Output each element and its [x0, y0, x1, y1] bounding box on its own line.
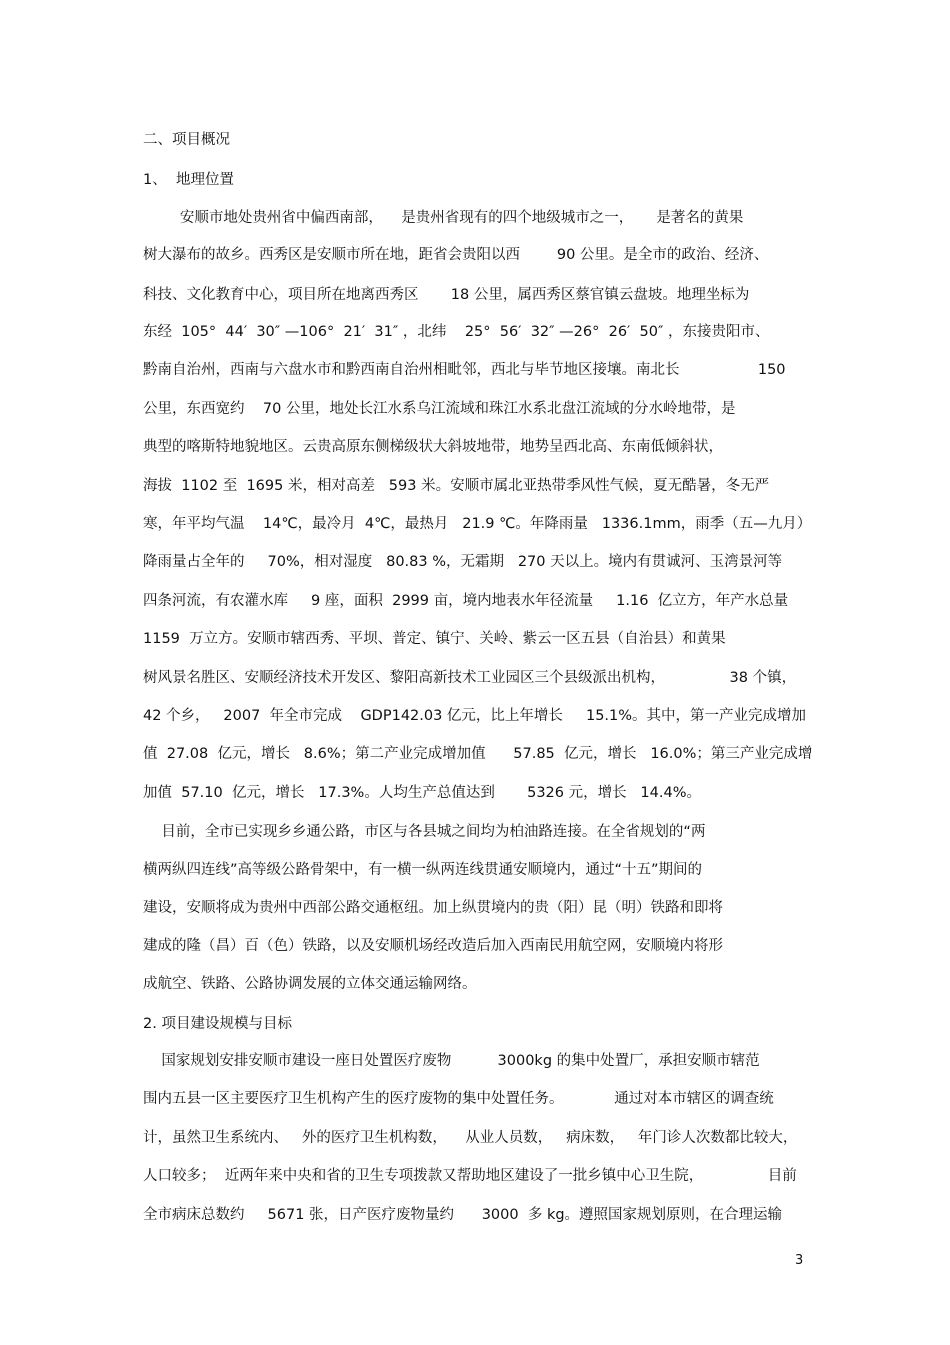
paragraph-line: 建设，安顺将成为贵州中西部公路交通枢纽。加上纵贯境内的贵（阳）昆（明）铁路和即将 [143, 900, 723, 916]
paragraph-line: 围内五县一区主要医疗卫生机构产生的医疗废物的集中处置任务。 通过对本市辖区的调查统 [143, 1091, 774, 1107]
subsection-title-geography: 1、 地理位置 [143, 172, 234, 188]
paragraph-line: 人口较多； 近两年来中央和省的卫生专项拨款又帮助地区建设了一批乡镇中心卫生院， 目前 [143, 1168, 797, 1184]
paragraph-line: 海拔 1102 至 1695 米，相对高差 593 米。安顺市属北亚热带季风性气候，夏无酷暑，冬无严 [143, 478, 770, 494]
paragraph-line: 寒，年平均气温 14℃，最冷月 4℃，最热月 21.9 ℃。年降雨量 1336.1mm，雨季（五—九月） [143, 516, 812, 532]
subsection-title-scale: 2. 项目建设规模与目标 [143, 1016, 292, 1032]
paragraph-line: 降雨量占全年的 70%，相对湿度 80.83 %，无霜期 270 天以上。境内有贯诚河、玉湾景河等 [143, 554, 783, 570]
paragraph-line: 东经 105° 44′ 30″ —106° 21′ 31″ ，北纬 25° 56′ 32″ —26° 26′ 50″ ，东接贵阳市、 [143, 324, 770, 340]
paragraph-line: 加值 57.10 亿元，增长 17.3%。人均生产总值达到 5326 元，增长 14.4%。 [143, 785, 702, 801]
paragraph-line: 典型的喀斯特地貌地区。云贵高原东侧梯级状大斜坡地带，地势呈西北高、东南低倾斜状， [143, 439, 723, 455]
paragraph-line: 四条河流，有农灌水库 9 座，面积 2999 亩，境内地表水年径流量 1.16 亿立方，年产水总量 [143, 593, 789, 609]
paragraph-line: 值 27.08 亿元，增长 8.6%；第二产业完成增加值 57.85 亿元，增长 16.0%；第三产业完成增 [143, 746, 813, 762]
paragraph-line: 安顺市地处贵州省中偏西南部， 是贵州省现有的四个地级城市之一， 是著名的黄果 [143, 210, 744, 226]
paragraph-line: 科技、文化教育中心，项目所在地离西秀区 18 公里，属西秀区蔡官镇云盘坡。地理坐标为 [143, 287, 750, 303]
paragraph-line: 1159 万立方。安顺市辖西秀、平坝、普定、镇宁、关岭、紫云一区五县（自治县）和黄果 [143, 631, 726, 647]
paragraph-line: 建成的隆（昌）百（色）铁路，以及安顺机场经改造后加入西南民用航空网，安顺境内将形 [143, 938, 723, 954]
paragraph-line: 黔南自治州，西南与六盘水市和黔西南自治州相毗邻，西北与毕节地区接壤。南北长 150 [143, 362, 786, 378]
paragraph-line: 全市病床总数约 5671 张，日产医疗废物量约 3000 多 kg。遵照国家规划原则，在合理运输 [143, 1207, 783, 1223]
paragraph-line: 树大瀑布的故乡。西秀区是安顺市所在地，距省会贵阳以西 90 公里。是全市的政治、经济、 [143, 247, 769, 263]
page-number: 3 [795, 1253, 804, 1268]
paragraph-line: 目前，全市已实现乡乡通公路，市区与各县城之间均为柏油路连接。在全省规划的“两 [143, 824, 706, 840]
paragraph-line: 树风景名胜区、安顺经济技术开发区、黎阳高新技术工业园区三个县级派出机构， 38 个镇， [143, 670, 797, 686]
paragraph-line: 公里，东西宽约 70 公里，地处长江水系乌江流域和珠江水系北盘江流域的分水岭地带，是 [143, 401, 736, 417]
paragraph-line: 成航空、铁路、公路协调发展的立体交通运输网络。 [143, 976, 477, 992]
paragraph-line: 计，虽然卫生系统内、 外的医疗卫生机构数， 从业人员数， 病床数， 年门诊人次数都比较大， [143, 1130, 798, 1146]
section-title: 二、项目概况 [143, 132, 230, 148]
paragraph-line: 横两纵四连线”高等级公路骨架中，有一横一纵两连线贯通安顺境内，通过“十五”期间的 [143, 862, 703, 878]
paragraph-line: 国家规划安排安顺市建设一座日处置医疗废物 3000kg 的集中处置厂，承担安顺市辖范 [143, 1053, 760, 1069]
paragraph-line: 42 个乡， 2007 年全市完成 GDP142.03 亿元，比上年增长 15.1%。其中，第一产业完成增加 [143, 708, 807, 724]
